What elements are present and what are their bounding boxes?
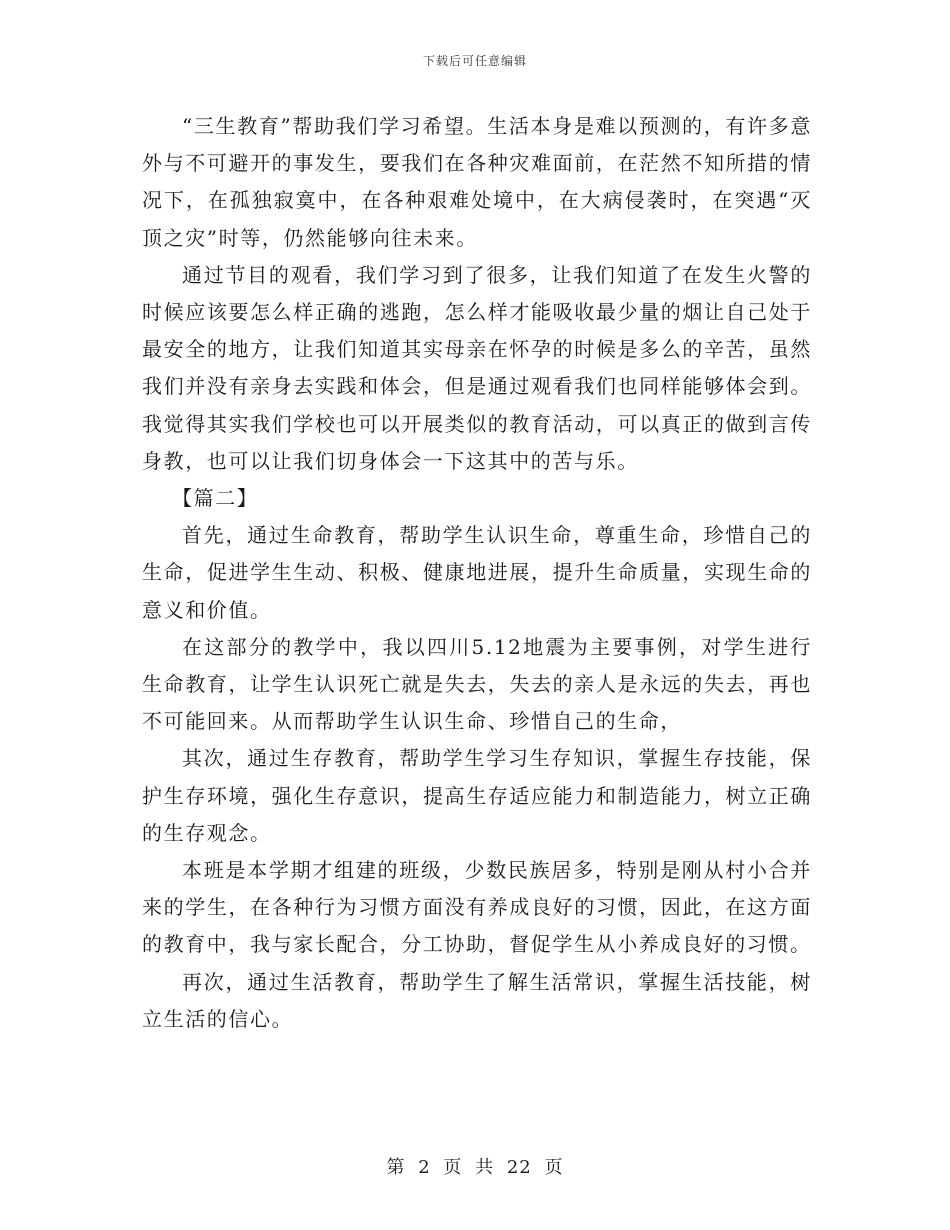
paragraph-4: 在这部分的教学中，我以四川5.12地震为主要事例，对学生进行生命教育，让学生认识死亡就是失去，失去的亲人是永远的失去，再也不可能回来。从而帮助学生认识生命、珍惜自己的生命，	[142, 634, 812, 734]
page-header-note: 下载后可任意编辑	[422, 54, 527, 68]
section-title: 【篇二】	[172, 486, 259, 511]
paragraph-2: 通过节目的观看，我们学习到了很多，让我们知道了在发生火警的时候应该要怎么样正确的逃跑，怎么样才能吸收最少量的烟让自己处于最安全的地方，让我们知道其实母亲在怀孕的时候是多么的辛苦，虽然我们并没有亲身去实践和体会，但是通过观看我们也同样能够体会到。我觉得其实我们学校也可以开展类似的教育活动，可以真正的做到言传身教，也可以让我们切身体会一下这其中的苦与乐。	[142, 262, 812, 473]
page-number: 第 2 页 共 22 页	[386, 1157, 564, 1178]
paragraph-1: “三生教育”帮助我们学习希望。生活本身是难以预测的，有许多意外与不可避开的事发生，要我们在各种灾难面前，在茫然不知所措的情况下，在孤独寂寞中，在各种艰难处境中，在大病侵袭时，在突遇“灭顶之灾”时等，仍然能够向往未来。	[142, 114, 812, 250]
paragraph-7: 再次，通过生活教育，帮助学生了解生活常识，掌握生活技能，树立生活的信心。	[142, 969, 812, 1031]
paragraph-3: 首先，通过生命教育，帮助学生认识生命，尊重生命，珍惜自己的生命，促进学生生动、积极、健康地进展，提升生命质量，实现生命的意义和价值。	[142, 523, 812, 622]
paragraph-5: 其次，通过生存教育，帮助学生学习生存知识，掌握生存技能，保护生存环境，强化生存意识，提高生存适应能力和制造能力，树立正确的生存观念。	[142, 746, 812, 845]
document-body	[142, 108, 812, 1038]
paragraph-6: 本班是本学期才组建的班级，少数民族居多，特别是刚从村小合并来的学生，在各种行为习惯方面没有养成良好的习惯，因此，在这方面的教育中，我与家长配合，分工协助，督促学生从小养成良好的习惯。	[142, 858, 812, 957]
